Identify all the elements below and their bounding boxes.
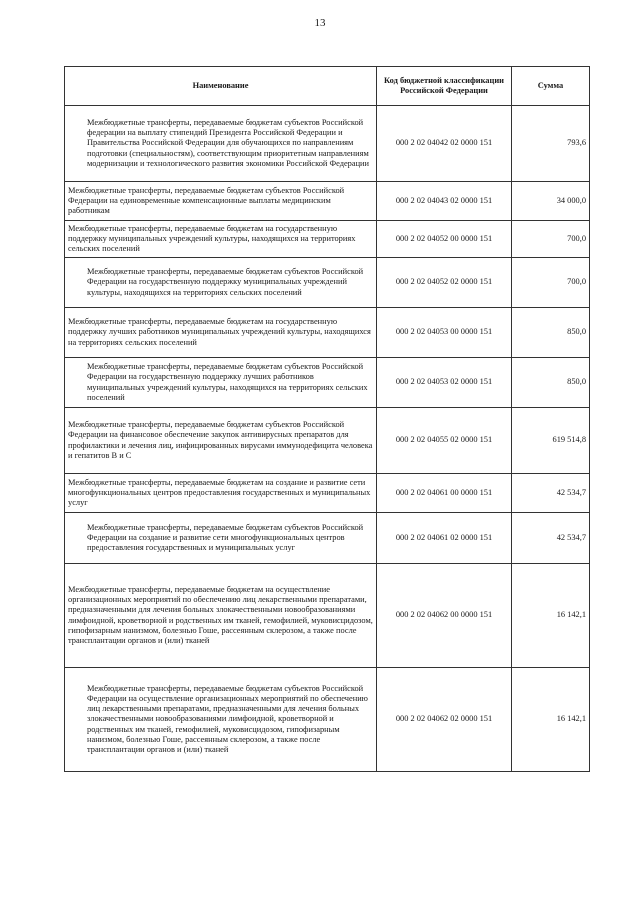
row-code: 000 2 02 04061 02 0000 151 bbox=[377, 513, 512, 564]
row-name: Межбюджетные трансферты, передаваемые бюджетам на государственную поддержку лучших работников муниципальных учреждений культуры, находящихся на территориях сельских поселений bbox=[65, 308, 377, 358]
row-sum: 42 534,7 bbox=[512, 513, 590, 564]
row-code: 000 2 02 04061 00 0000 151 bbox=[377, 474, 512, 513]
table-row bbox=[65, 513, 590, 564]
row-sum: 850,0 bbox=[512, 358, 590, 408]
table-row bbox=[65, 408, 590, 474]
row-sum: 850,0 bbox=[512, 308, 590, 358]
row-name: Межбюджетные трансферты, передаваемые бюджетам субъектов Российской Федерации на создание и развитие сети многофункциональных центров предоставления государственных и муниципальных услуг bbox=[65, 513, 377, 564]
header-name: Наименование bbox=[65, 67, 377, 106]
budget-table bbox=[64, 66, 590, 772]
row-sum: 42 534,7 bbox=[512, 474, 590, 513]
row-sum: 700,0 bbox=[512, 221, 590, 258]
row-sum: 16 142,1 bbox=[512, 668, 590, 772]
table-row bbox=[65, 308, 590, 358]
table-row bbox=[65, 668, 590, 772]
header-row bbox=[65, 67, 590, 106]
row-code: 000 2 02 04062 02 0000 151 bbox=[377, 668, 512, 772]
row-code: 000 2 02 04055 02 0000 151 bbox=[377, 408, 512, 474]
header-code: Код бюджетной классификации Российской Федерации bbox=[377, 67, 512, 106]
row-name: Межбюджетные трансферты, передаваемые бюджетам на осуществление организационных мероприятий по обеспечению лиц лекарственными препаратами, предназначенными для лечения больных злокачественными новообразованиями лимфоидной, кроветворной и родственных им тканей, гемофилией, муковисцидозом, гипофизарным нанизмом, болезнью Гоше, рассеянным склерозом, а также после трансплантации органов и (или) тканей bbox=[65, 564, 377, 668]
row-name: Межбюджетные трансферты, передаваемые бюджетам субъектов Российской Федерации на финансовое обеспечение закупок антивирусных препаратов для профилактики и лечения лиц, инфицированных вирусами иммунодефицита человека и гепатитов В и С bbox=[65, 408, 377, 474]
table-row bbox=[65, 221, 590, 258]
table-row bbox=[65, 564, 590, 668]
row-sum: 619 514,8 bbox=[512, 408, 590, 474]
row-sum: 34 000,0 bbox=[512, 182, 590, 221]
row-code: 000 2 02 04053 02 0000 151 bbox=[377, 358, 512, 408]
row-sum: 16 142,1 bbox=[512, 564, 590, 668]
row-name: Межбюджетные трансферты, передаваемые бюджетам субъектов Российской федерации на выплату стипендий Президента Российской Федерации и Правительства Российской Федерации для обучающихся по направлениям подготовки (специальностям), соответствующим приоритетным направлениям модернизации и технологического развития экономики Российской Федерации bbox=[65, 106, 377, 182]
row-code: 000 2 02 04042 02 0000 151 bbox=[377, 106, 512, 182]
row-code: 000 2 02 04062 00 0000 151 bbox=[377, 564, 512, 668]
row-name: Межбюджетные трансферты, передаваемые бюджетам субъектов Российской Федерации на осуществление организационных мероприятий по обеспечению лиц лекарственными препаратами, предназначенными для лечения больных злокачественными новообразованиями лимфоидной, кроветворной и родственных им тканей, гемофилией, муковисцидозом, гипофизарным нанизмом, болезнью Гоше, рассеянным склерозом, а также после трансплантации органов и (или) тканей bbox=[65, 668, 377, 772]
page-number: 13 bbox=[314, 17, 326, 29]
table-header bbox=[65, 67, 590, 106]
header-sum: Сумма bbox=[512, 67, 590, 106]
row-name: Межбюджетные трансферты, передаваемые бюджетам субъектов Российской Федерации на государственную поддержку муниципальных учреждений культуры, находящихся на территориях сельских поселений bbox=[65, 258, 377, 308]
table-row bbox=[65, 182, 590, 221]
row-code: 000 2 02 04052 02 0000 151 bbox=[377, 258, 512, 308]
row-code: 000 2 02 04043 02 0000 151 bbox=[377, 182, 512, 221]
row-sum: 793,6 bbox=[512, 106, 590, 182]
row-name: Межбюджетные трансферты, передаваемые бюджетам на создание и развитие сети многофункциональных центров предоставления государственных и муниципальных услуг bbox=[65, 474, 377, 513]
row-code: 000 2 02 04052 00 0000 151 bbox=[377, 221, 512, 258]
table-row bbox=[65, 258, 590, 308]
table-row bbox=[65, 474, 590, 513]
table-row bbox=[65, 106, 590, 182]
row-name: Межбюджетные трансферты, передаваемые бюджетам на государственную поддержку муниципальных учреждений культуры, находящихся на территориях сельских поселений bbox=[65, 221, 377, 258]
row-name: Межбюджетные трансферты, передаваемые бюджетам субъектов Российской Федерации на государственную поддержку лучших работников муниципальных учреждений культуры, находящихся на территориях сельских поселений bbox=[65, 358, 377, 408]
row-code: 000 2 02 04053 00 0000 151 bbox=[377, 308, 512, 358]
table-row bbox=[65, 358, 590, 408]
row-sum: 700,0 bbox=[512, 258, 590, 308]
table-body bbox=[65, 106, 590, 772]
row-name: Межбюджетные трансферты, передаваемые бюджетам субъектов Российской Федерации на единовременные компенсационные выплаты медицинским работникам bbox=[65, 182, 377, 221]
